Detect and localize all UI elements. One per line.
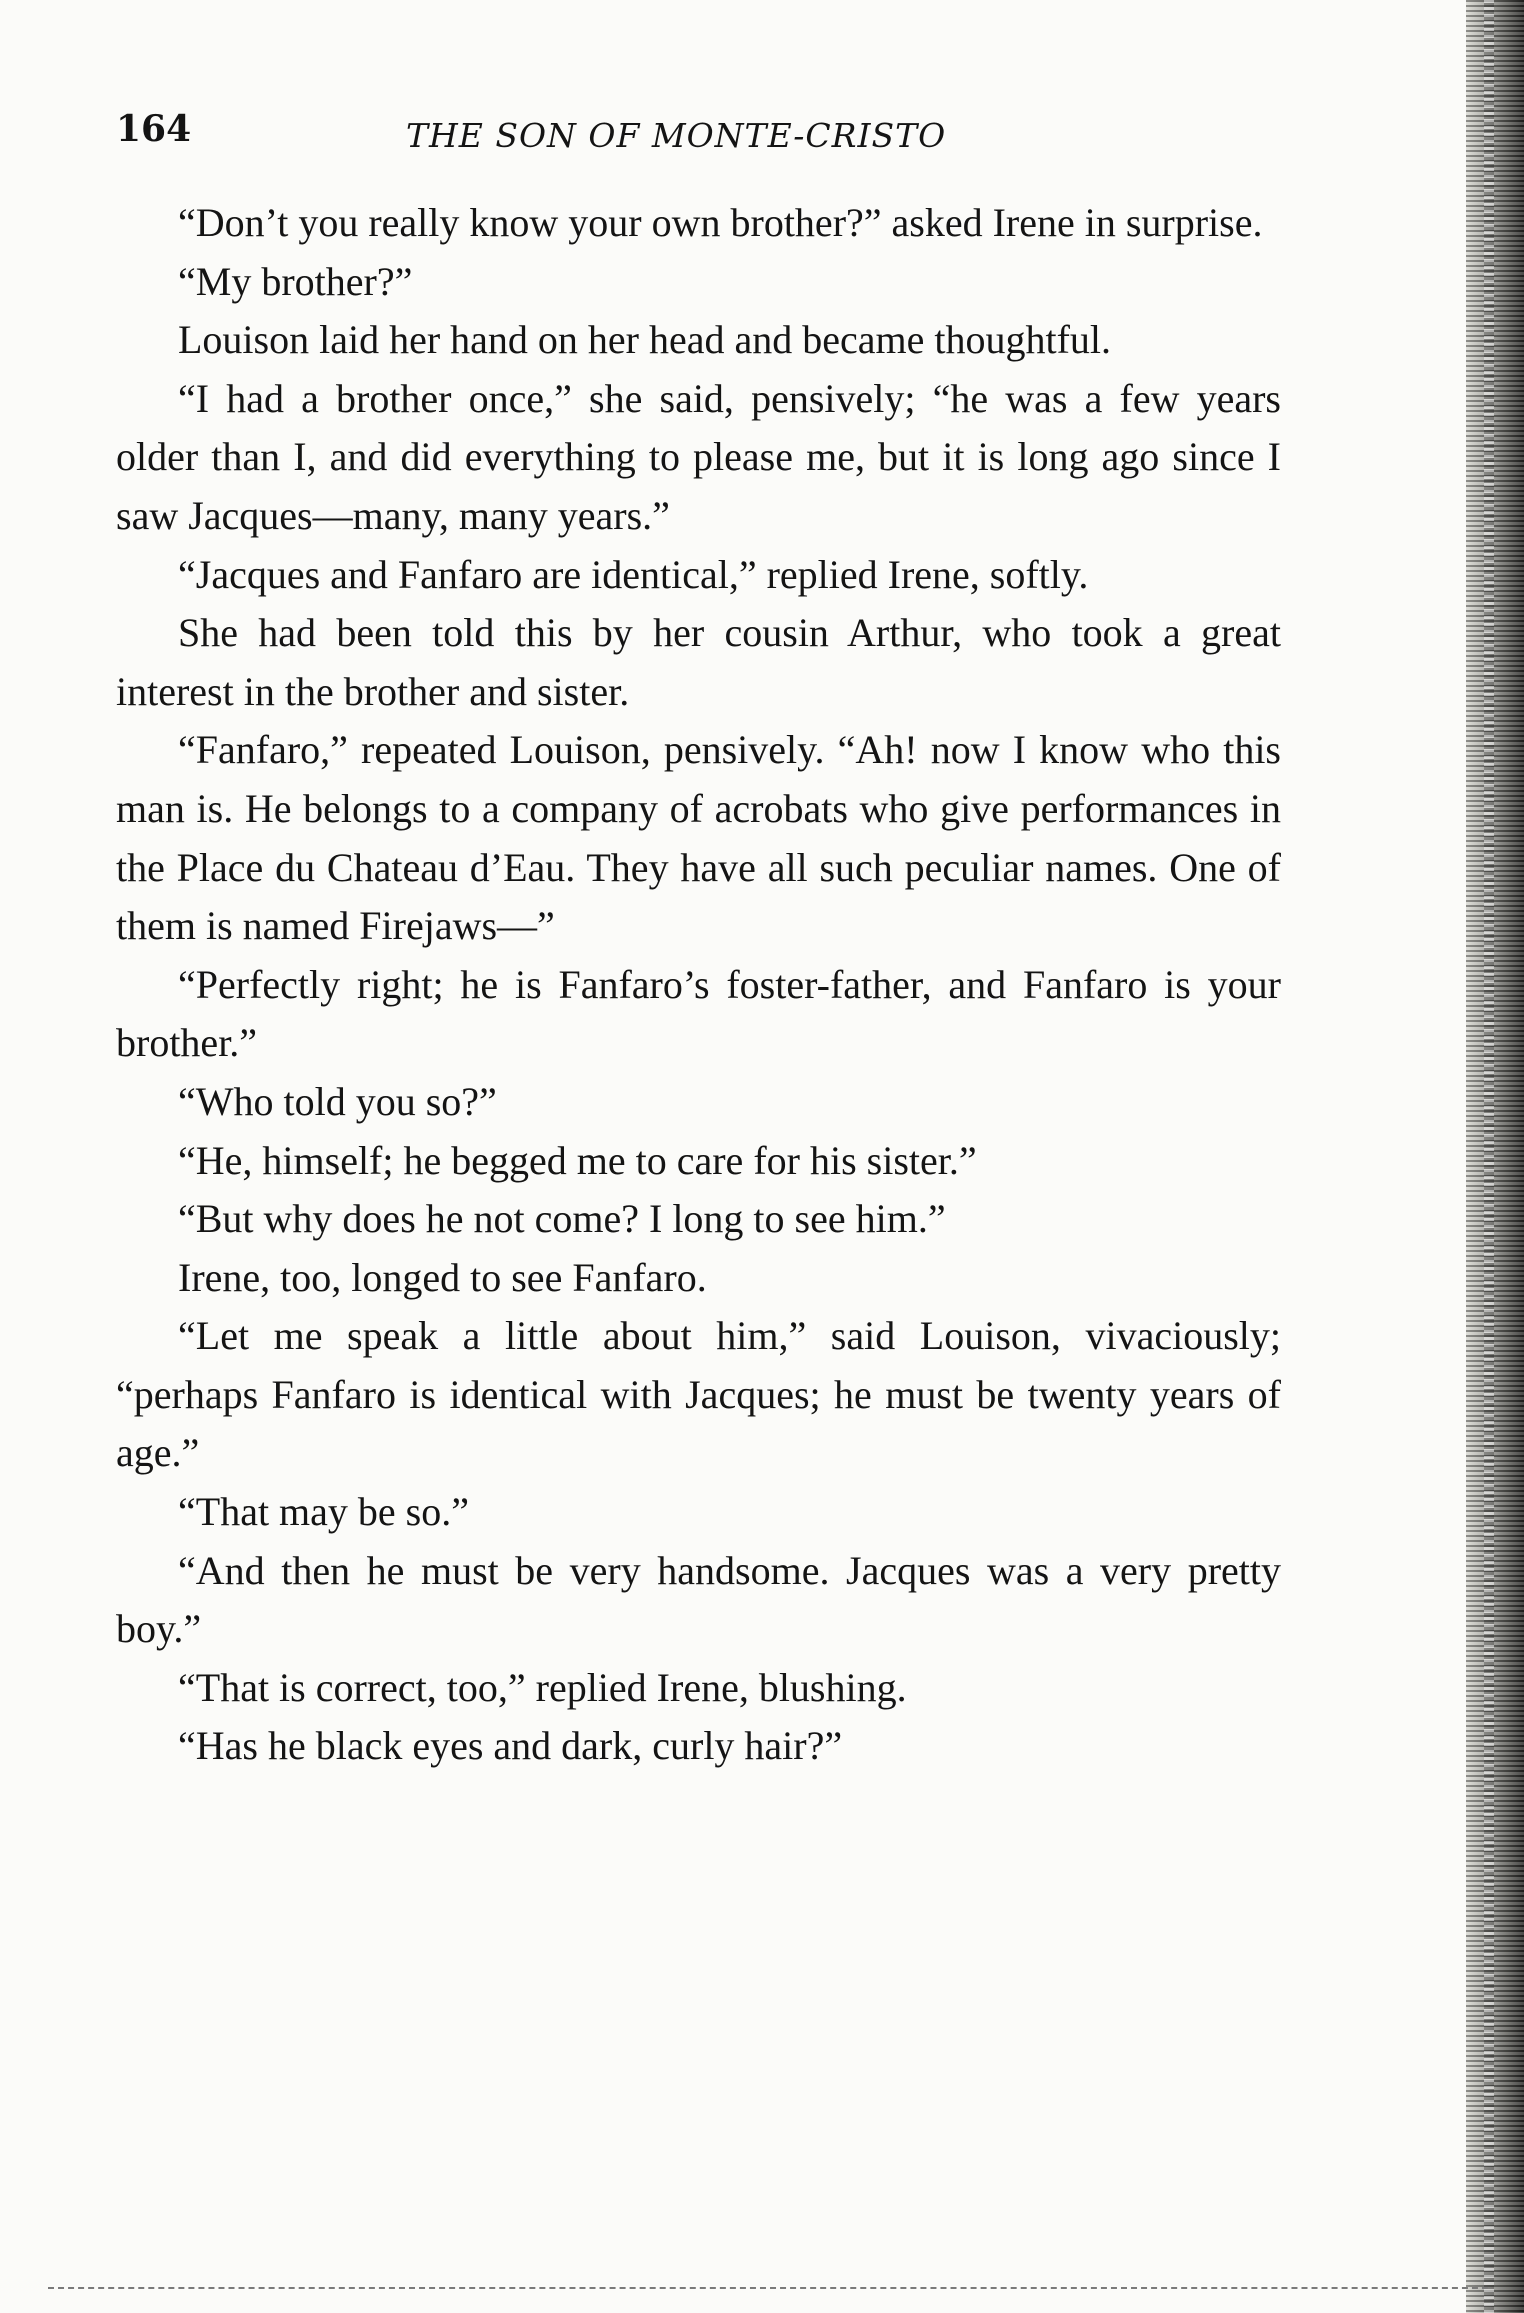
- paragraph: “And then he must be very handsome. Jacques was a very pretty boy.”: [116, 1547, 1281, 1652]
- paragraph: “That may be so.”: [178, 1489, 469, 1535]
- paragraph: “My brother?”: [178, 258, 413, 304]
- page-header: [116, 108, 1281, 168]
- page-number: 164: [116, 108, 192, 150]
- paragraph: “Jacques and Fanfaro are identical,” replied Irene, softly.: [178, 551, 1089, 597]
- paragraph: “Let me speak a little about him,” said Louison, vivaciously; “perhaps Fanfaro is identical with Jacques; he must be twenty years of age.”: [116, 1313, 1281, 1476]
- paragraph: “Has he black eyes and dark, curly hair?”: [178, 1723, 843, 1769]
- paragraph: “Who told you so?”: [178, 1078, 497, 1124]
- paragraph: “That is correct, too,” replied Irene, blushing.: [178, 1664, 907, 1710]
- paragraph: “Don’t you really know your own brother?” asked Irene in surprise.: [178, 200, 1263, 245]
- paragraph: “But why does he not come? I long to see him.”: [178, 1196, 946, 1242]
- paragraph: Irene, too, longed to see Fanfaro.: [178, 1254, 707, 1300]
- page-edge-texture: [1484, 0, 1494, 2313]
- paragraph: “He, himself; he begged me to care for his sister.”: [178, 1137, 977, 1183]
- paragraph: “Perfectly right; he is Fanfaro’s foster-father, and Fanfaro is your brother.”: [116, 961, 1281, 1066]
- paragraph: “Fanfaro,” repeated Louison, pensively. “Ah! now I know who this man is. He belongs to a company of acrobats who give performances in the Place du Chateau d’Eau. They have all such peculiar names. One of them is named Firejaws—”: [116, 727, 1281, 949]
- paragraph: She had been told this by her cousin Arthur, who took a great interest in the brother and sister.: [116, 610, 1281, 714]
- paragraph: Louison laid her hand on her head and became thoughtful.: [178, 317, 1112, 363]
- paragraph: “I had a brother once,” she said, pensively; “he was a few years older than I, and did everything to please me, but it is long ago since I saw Jacques—many, many years.”: [116, 375, 1281, 538]
- running-title: THE SON OF MONTE-CRISTO: [406, 116, 947, 155]
- page-edge-shadow: [1466, 0, 1524, 2313]
- body-text: [116, 194, 1281, 1776]
- bottom-rule: [48, 2287, 1488, 2289]
